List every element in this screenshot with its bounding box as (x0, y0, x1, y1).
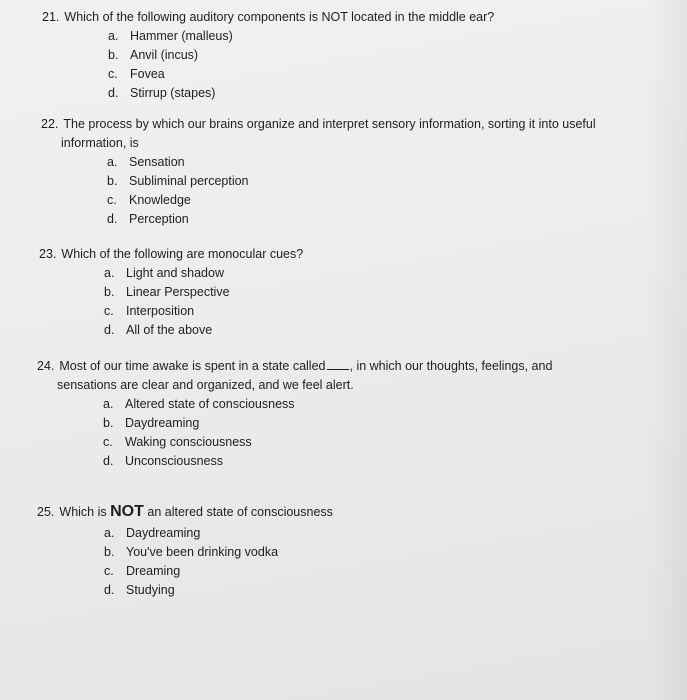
option-text: Subliminal perception (129, 174, 249, 188)
question-text-before-blank: Most of our time awake is spent in a state called (59, 359, 326, 373)
option-text: Knowledge (129, 193, 191, 207)
option-text: Studying (126, 583, 175, 597)
question-number: 25. (37, 505, 55, 519)
option-letter: b. (104, 545, 115, 559)
option-list (41, 153, 596, 229)
option-letter: c. (104, 564, 114, 578)
question-24 (37, 357, 552, 471)
option-letter: a. (103, 397, 114, 411)
option-b (104, 543, 333, 562)
question-stem (39, 245, 303, 264)
option-b (104, 283, 303, 302)
question-text-before: Which is (59, 505, 107, 519)
option-b (103, 414, 552, 433)
option-d (107, 210, 596, 229)
option-letter: d. (108, 86, 119, 100)
option-letter: b. (108, 48, 119, 62)
option-letter: d. (104, 583, 115, 597)
option-text: Altered state of consciousness (125, 397, 295, 411)
option-a (107, 153, 596, 172)
option-letter: a. (104, 266, 115, 280)
option-letter: d. (104, 323, 115, 337)
option-c (104, 562, 333, 581)
question-stem (41, 115, 596, 134)
option-a (108, 27, 494, 46)
question-number: 24. (37, 359, 55, 373)
option-d (104, 581, 333, 600)
question-text: Which of the following are monocular cues? (61, 247, 304, 261)
option-d (104, 321, 303, 340)
option-letter: a. (108, 29, 119, 43)
option-text: Light and shadow (126, 266, 224, 280)
option-text: Unconsciousness (125, 454, 223, 468)
option-text: Linear Perspective (126, 285, 230, 299)
option-letter: a. (104, 526, 115, 540)
option-text: Daydreaming (126, 526, 201, 540)
option-c (104, 302, 303, 321)
question-text-after-blank: , in which our thoughts, feelings, and (349, 359, 553, 373)
question-stem (37, 357, 552, 376)
question-text: The process by which our brains organize and interpret sensory information, sorting it into useful (63, 117, 596, 131)
question-23 (39, 245, 303, 340)
option-list (39, 264, 303, 340)
option-letter: d. (107, 212, 118, 226)
question-22 (41, 115, 596, 229)
option-a (104, 524, 333, 543)
option-list (42, 27, 494, 103)
option-a (104, 264, 303, 283)
question-stem (42, 8, 494, 27)
option-text: Interposition (126, 304, 195, 318)
option-text: Sensation (129, 155, 185, 169)
option-letter: c. (107, 193, 117, 207)
option-c (107, 191, 596, 210)
emphasis-not: NOT (110, 503, 144, 520)
option-a (103, 395, 552, 414)
option-text: You've been drinking vodka (126, 545, 279, 559)
option-letter: b. (103, 416, 114, 430)
option-letter: d. (103, 454, 114, 468)
option-letter: b. (107, 174, 118, 188)
question-number: 22. (41, 117, 59, 131)
question-stem-continued: sensations are clear and organized, and we feel alert. (57, 378, 354, 392)
option-b (108, 46, 494, 65)
option-text: Perception (129, 212, 189, 226)
option-text: Hammer (malleus) (130, 29, 233, 43)
option-letter: a. (107, 155, 118, 169)
question-21 (42, 8, 494, 103)
option-list (37, 395, 552, 471)
option-letter: c. (108, 67, 118, 81)
question-stem (37, 502, 333, 522)
option-c (103, 433, 552, 452)
option-text: All of the above (126, 323, 213, 337)
question-number: 21. (42, 10, 60, 24)
option-b (107, 172, 596, 191)
option-text: Anvil (incus) (130, 48, 199, 62)
edge-shadow (647, 0, 687, 700)
option-c (108, 65, 494, 84)
option-text: Fovea (130, 67, 165, 81)
option-d (108, 84, 494, 103)
fill-in-blank (327, 358, 349, 370)
option-text: Dreaming (126, 564, 181, 578)
question-text: Which of the following auditory components is NOT located in the middle ear? (64, 10, 495, 24)
question-stem-continued: information, is (61, 136, 139, 150)
option-text: Waking consciousness (125, 435, 252, 449)
option-text: Stirrup (stapes) (130, 86, 216, 100)
question-number: 23. (39, 247, 57, 261)
option-letter: b. (104, 285, 115, 299)
option-letter: c. (104, 304, 114, 318)
option-letter: c. (103, 435, 113, 449)
option-d (103, 452, 552, 471)
option-list (37, 524, 333, 600)
option-text: Daydreaming (125, 416, 200, 430)
question-text-after: an altered state of consciousness (147, 505, 333, 519)
question-25 (37, 502, 333, 600)
